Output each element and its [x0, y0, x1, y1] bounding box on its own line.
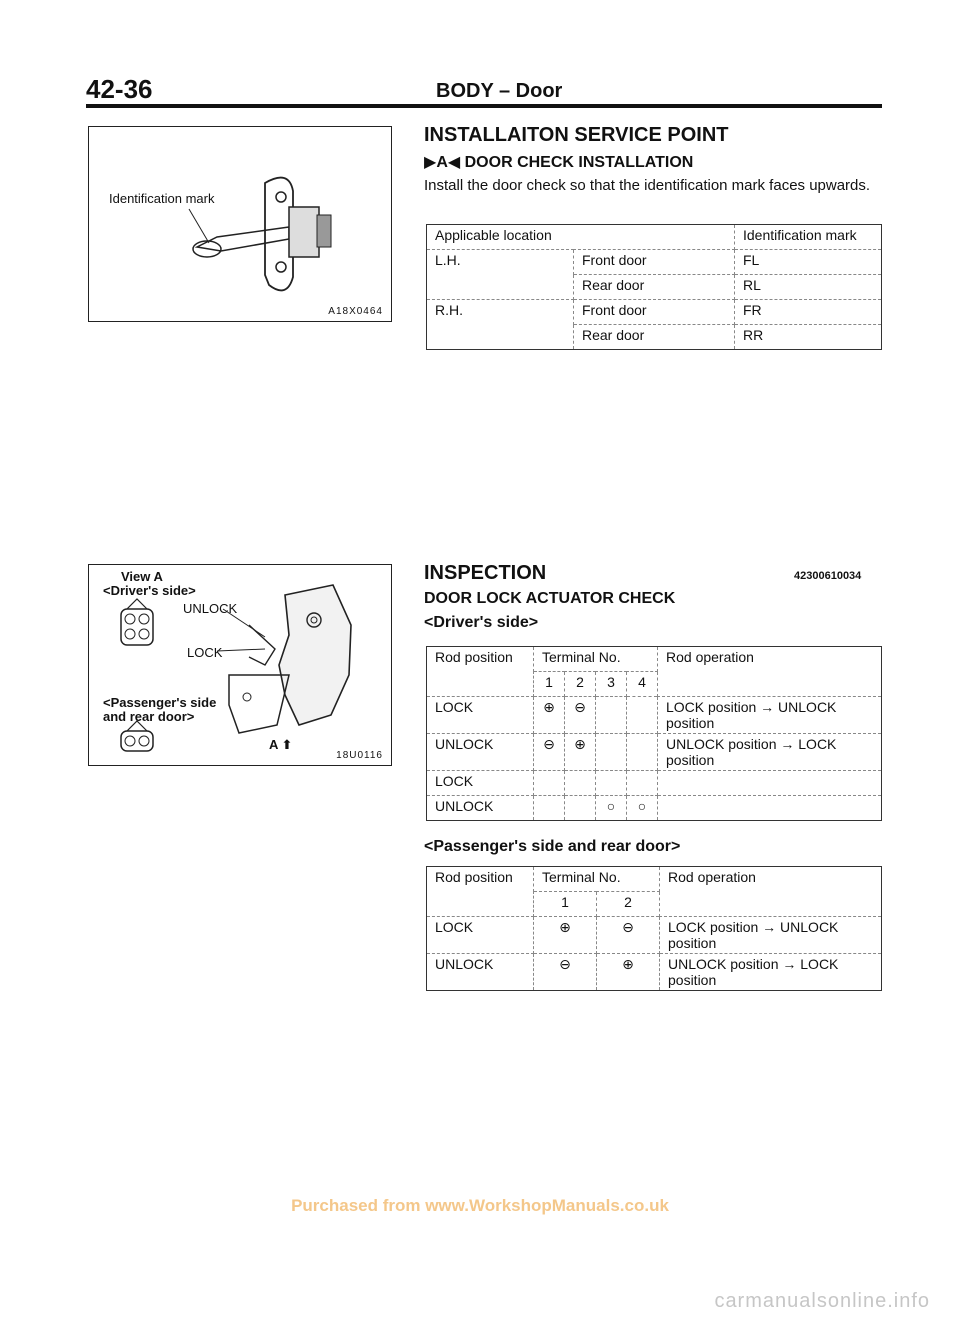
col-rod-operation: Rod operation	[658, 647, 882, 697]
figure-code: 18U0116	[336, 750, 383, 761]
header-rule	[86, 104, 882, 108]
cell-door: Front door	[574, 250, 735, 275]
identification-mark-label: Identification mark	[109, 191, 215, 206]
passenger-side-label-2: and rear door>	[103, 709, 195, 724]
site-watermark: carmanualsonline.info	[714, 1290, 930, 1312]
page-title: BODY – Door	[436, 80, 563, 102]
install-instruction: Install the door check so that the identification mark faces upwards.	[424, 177, 871, 194]
terminal-2: 2	[565, 672, 596, 697]
cell-rod-operation: LOCK position → UNLOCK position	[658, 697, 882, 734]
terminal-2: 2	[597, 892, 660, 917]
actuator-figure	[88, 564, 392, 766]
table-row	[427, 917, 882, 954]
terminal-1: 1	[534, 672, 565, 697]
driver-side-heading: <Driver's side>	[424, 614, 539, 631]
play-marker-icon: ▶	[424, 154, 437, 171]
door-check-subheading: ▶A◀ DOOR CHECK INSTALLATION	[424, 154, 694, 171]
cell-side	[427, 275, 574, 300]
cell-mark: RR	[735, 325, 882, 350]
table-row	[427, 771, 882, 796]
cell-rod-operation	[658, 771, 882, 796]
table-row	[427, 734, 882, 771]
plus-terminal-icon: ⊕	[534, 917, 597, 954]
arrow-a-label: A ⬆	[269, 737, 293, 752]
minus-terminal-icon: ⊖	[597, 917, 660, 954]
col-terminal-no: Terminal No.	[534, 867, 660, 892]
actuator-drawing	[89, 565, 389, 761]
cell-door: Rear door	[574, 325, 735, 350]
cell-rod-position: LOCK	[427, 697, 534, 734]
inspection-heading: INSPECTION	[424, 562, 547, 584]
continuity-terminal-icon: ○	[627, 796, 658, 821]
table-row	[427, 300, 882, 325]
col-terminal-no: Terminal No.	[534, 647, 658, 672]
connector-2pin-icon	[121, 721, 153, 751]
cell-rod-operation	[658, 796, 882, 821]
table-row	[427, 697, 882, 734]
figure-code: A18X0464	[328, 306, 383, 317]
driver-side-table	[426, 646, 882, 821]
cell-rod-position: UNLOCK	[427, 734, 534, 771]
unlock-label: UNLOCK	[183, 601, 238, 616]
terminal-4: 4	[627, 672, 658, 697]
cell-rod-position: LOCK	[427, 771, 534, 796]
cell-side: L.H.	[427, 250, 574, 275]
driver-side-label: <Driver's side>	[103, 583, 196, 598]
plus-terminal-icon: ⊕	[534, 697, 565, 734]
door-check-figure	[88, 126, 392, 322]
cell-mark: RL	[735, 275, 882, 300]
table-row	[427, 796, 882, 821]
actuator-check-subheading: DOOR LOCK ACTUATOR CHECK	[424, 590, 676, 607]
table-row	[427, 275, 882, 300]
col-rod-operation: Rod operation	[660, 867, 882, 917]
connector-4pin-icon	[121, 599, 153, 645]
terminal-3: 3	[596, 672, 627, 697]
passenger-side-table	[426, 866, 882, 991]
cell-rod-position: UNLOCK	[427, 796, 534, 821]
continuity-terminal-icon: ○	[596, 796, 627, 821]
minus-terminal-icon: ⊖	[565, 697, 596, 734]
table-row	[427, 325, 882, 350]
col-rod-position: Rod position	[427, 647, 534, 697]
purchase-watermark: Purchased from www.WorkshopManuals.co.uk	[291, 1196, 669, 1215]
col-identification-mark: Identification mark	[735, 225, 882, 250]
passenger-side-heading: <Passenger's side and rear door>	[424, 838, 681, 855]
passenger-side-label-1: <Passenger's side	[103, 695, 217, 710]
plus-terminal-icon: ⊕	[565, 734, 596, 771]
lock-label: LOCK	[187, 645, 223, 660]
minus-terminal-icon: ⊖	[534, 954, 597, 991]
page-number: 42-36	[86, 74, 153, 104]
cell-side	[427, 325, 574, 350]
cell-door: Rear door	[574, 275, 735, 300]
table-row	[427, 250, 882, 275]
col-applicable-location: Applicable location	[427, 225, 735, 250]
door-check-drawing	[89, 127, 389, 317]
terminal-1: 1	[534, 892, 597, 917]
cell-mark: FL	[735, 250, 882, 275]
cell-rod-operation: UNLOCK position → LOCK position	[658, 734, 882, 771]
table-row	[427, 954, 882, 991]
col-rod-position: Rod position	[427, 867, 534, 917]
identification-table	[426, 224, 882, 350]
cell-door: Front door	[574, 300, 735, 325]
minus-terminal-icon: ⊖	[534, 734, 565, 771]
cell-rod-operation: LOCK position → UNLOCK position	[660, 917, 882, 954]
up-arrow-icon: ⬆	[277, 737, 293, 752]
installation-heading: INSTALLAITON SERVICE POINT	[424, 124, 729, 146]
plus-terminal-icon: ⊕	[597, 954, 660, 991]
cell-rod-operation: UNLOCK position → LOCK position	[660, 954, 882, 991]
cell-rod-position: LOCK	[427, 917, 534, 954]
cell-side: R.H.	[427, 300, 574, 325]
view-a-label: View A	[121, 569, 163, 584]
inspection-code: 42300610034	[794, 570, 862, 582]
cell-rod-position: UNLOCK	[427, 954, 534, 991]
cell-mark: FR	[735, 300, 882, 325]
